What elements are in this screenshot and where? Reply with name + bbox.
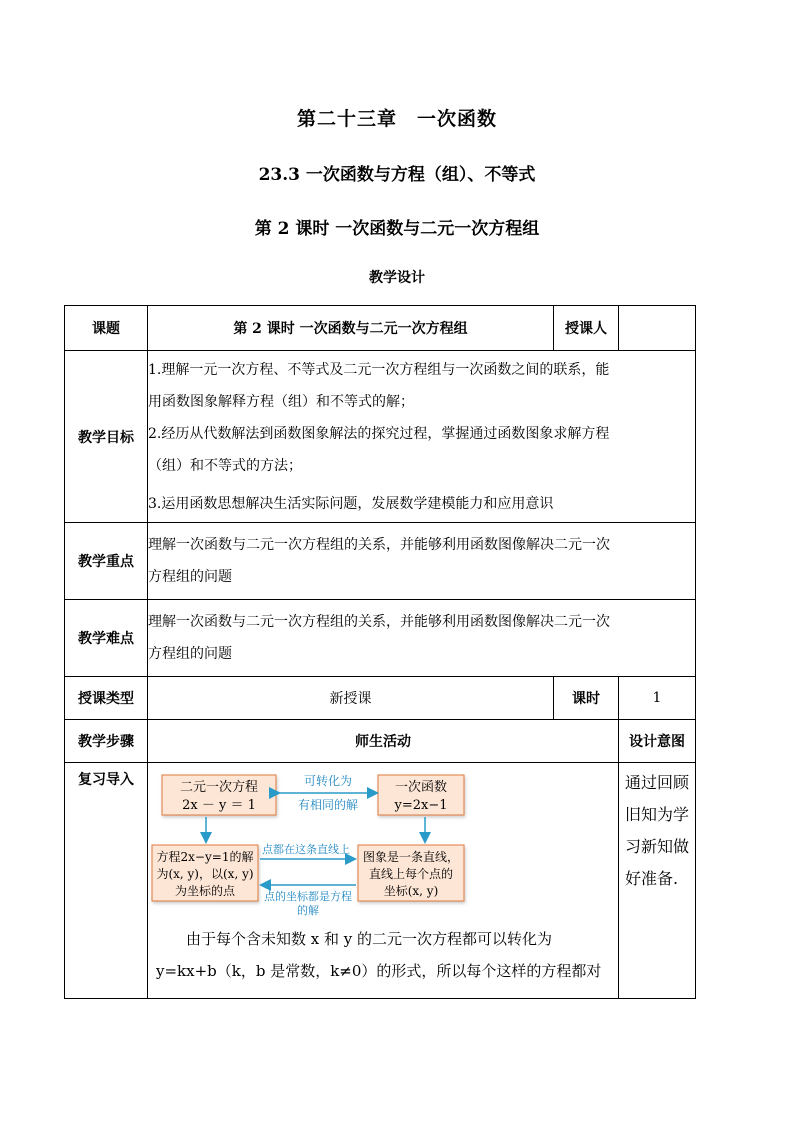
arrow-same-solution-label: 有相同的解	[297, 798, 359, 812]
activity-label: 师生活动	[148, 720, 619, 763]
goal-line: 3.运用函数思想解决生活实际问题，发展数学建模能力和应用意识	[148, 495, 554, 512]
goal-line: 1.理解一元一次方程、不等式及二元一次方程组与一次函数之间的联系，能	[148, 361, 610, 378]
lesson-plan-table	[64, 305, 696, 999]
difficulty-label: 教学难点	[65, 600, 148, 677]
arrow-convert-label: 可转化为	[303, 774, 353, 788]
step1-activity	[148, 763, 619, 999]
chapter-title: 第二十三章 一次函数	[296, 108, 497, 130]
box-solution-points	[152, 845, 258, 901]
arrow-coords-label1: 点的坐标都是方程	[264, 890, 352, 903]
difficulty-line: 方程组的问题	[148, 646, 232, 662]
box-graph-line2: 直线上每个点的	[368, 867, 454, 881]
goal-line: （组）和不等式的方法；	[148, 457, 302, 474]
box-equation	[162, 775, 276, 815]
steps-label: 教学步骤	[65, 720, 148, 763]
key-line: 理解一次函数与二元一次方程组的关系，并能够利用函数图像解决二元一次	[148, 537, 610, 553]
intro-line: y=kx+b（k，b 是常数，k≠0）的形式，所以每个这样的方程都对	[156, 962, 602, 980]
arrow-points-on-line-label: 点都在这条直线上	[262, 843, 350, 856]
arrow-coords-label2: 的解	[297, 904, 319, 917]
step1-label: 复习导入	[65, 763, 148, 999]
goal-line: 用函数图象解释方程（组）和不等式的解；	[148, 393, 414, 410]
concept-diagram	[148, 763, 614, 923]
hours-value: 1	[619, 677, 696, 720]
lesson-title: 第 2 课时 一次函数与二元一次方程组	[254, 219, 540, 239]
box-graph-line3: 坐标(x, y)	[383, 884, 439, 898]
design-label: 设计意图	[619, 720, 696, 763]
box-function-line1: 一次函数	[394, 780, 448, 795]
design-line: 旧知为学	[625, 805, 690, 824]
doc-type-title: 教学设计	[369, 270, 425, 286]
topic-value: 第 2 课时 一次函数与二元一次方程组	[148, 306, 554, 351]
intro-paragraph	[148, 923, 618, 987]
topic-row	[65, 306, 696, 351]
step1-design	[619, 763, 696, 999]
difficulty-row	[65, 600, 696, 677]
key-content	[148, 523, 696, 600]
key-line: 方程组的问题	[148, 569, 232, 585]
goals-content	[148, 351, 696, 523]
difficulty-content	[148, 600, 696, 677]
box-function	[378, 775, 464, 815]
type-row	[65, 677, 696, 720]
box-graph-line1: 图象是一条直线，	[362, 850, 460, 864]
box-solution-line1: 方程2x−y=1的解	[156, 850, 254, 864]
type-value: 新授课	[148, 677, 554, 720]
box-function-line2: y=2x−1	[394, 798, 448, 813]
teacher-label: 授课人	[554, 306, 619, 351]
steps-header-row	[65, 720, 696, 763]
topic-label: 课题	[65, 306, 148, 351]
design-line: 习新知做	[625, 837, 690, 856]
section-title: 23.3 一次函数与方程（组）、不等式	[258, 165, 536, 185]
intro-line: 由于每个含未知数 x 和 y 的二元一次方程都可以转化为	[186, 930, 553, 948]
difficulty-line: 理解一次函数与二元一次方程组的关系，并能够利用函数图像解决二元一次	[148, 614, 610, 630]
box-solution-line3: 为坐标的点	[174, 884, 236, 898]
box-solution-line2: 为(x, y)，以(x, y)	[156, 867, 254, 881]
goal-line: 2.经历从代数解法到函数图象解法的探究过程，掌握通过函数图象求解方程	[148, 425, 610, 442]
type-label: 授课类型	[65, 677, 148, 720]
design-line: 好准备.	[625, 869, 679, 888]
goals-row	[65, 351, 696, 523]
key-row	[65, 523, 696, 600]
design-line: 通过回顾	[625, 773, 690, 792]
box-graph-line	[358, 845, 464, 901]
key-label: 教学重点	[65, 523, 148, 600]
box-equation-line2: 2x － y ＝ 1	[182, 798, 256, 813]
teacher-value	[619, 306, 696, 351]
hours-label: 课时	[554, 677, 619, 720]
goals-label: 教学目标	[65, 351, 148, 523]
box-equation-line1: 二元一次方程	[179, 780, 259, 795]
review-row	[65, 763, 696, 999]
